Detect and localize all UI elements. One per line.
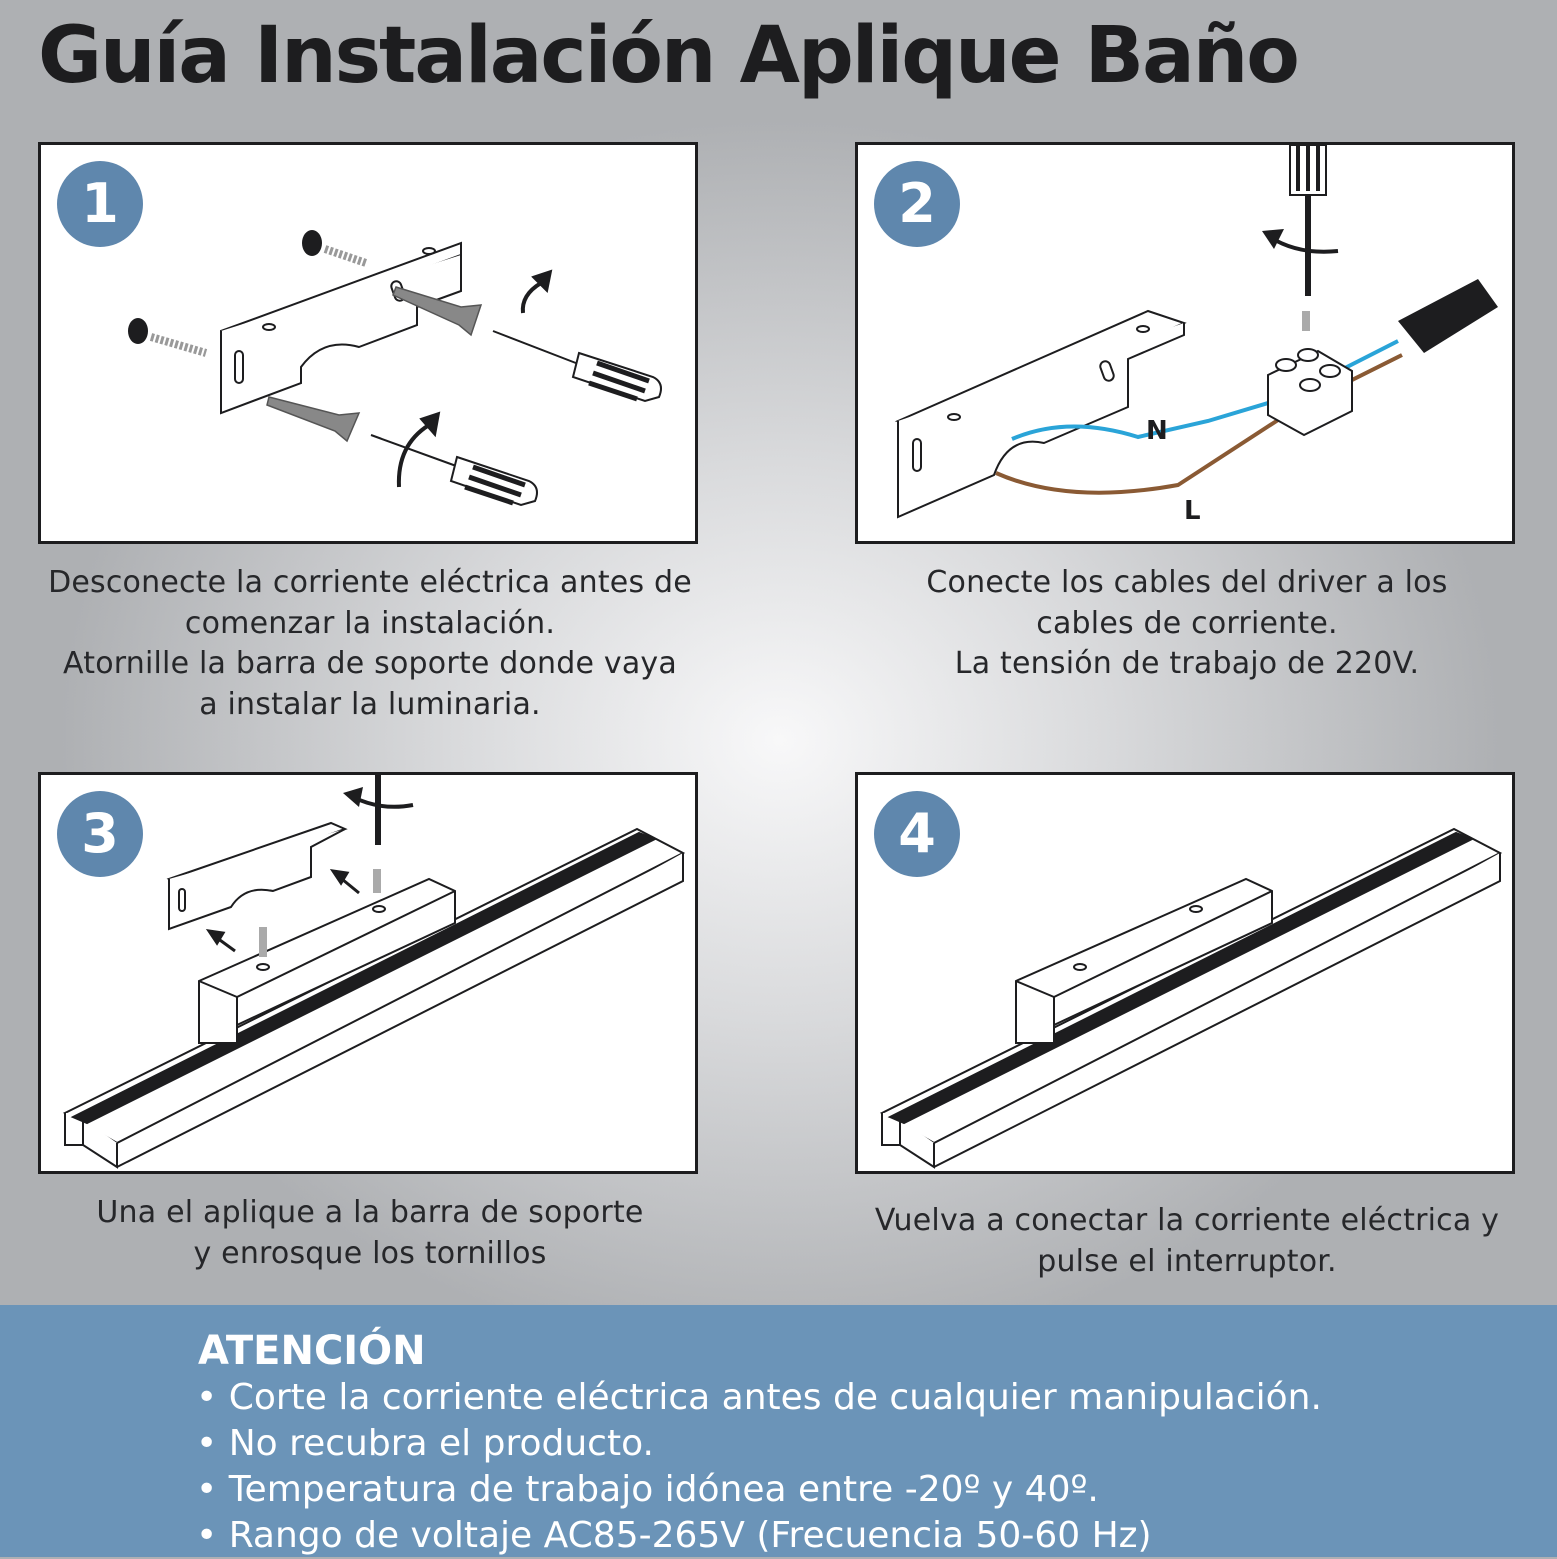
step-1-badge: 1 bbox=[57, 161, 143, 247]
attention-box bbox=[0, 1305, 1557, 1557]
attention-item: • Temperatura de trabajo idónea entre -20º y 40º. bbox=[196, 1467, 1322, 1513]
step-3-badge: 3 bbox=[57, 791, 143, 877]
step-2-caption-line: La tensión de trabajo de 220V. bbox=[954, 646, 1420, 681]
step-4-caption bbox=[827, 1201, 1547, 1282]
attention-title: ATENCIÓN bbox=[198, 1328, 426, 1374]
step-4-panel bbox=[855, 772, 1515, 1174]
step-1-caption-line: Desconecte la corriente eléctrica antes de bbox=[48, 565, 692, 600]
step-2-caption bbox=[837, 563, 1537, 685]
step-1-caption-line: comenzar la instalación. bbox=[184, 605, 556, 641]
step-4-caption-line: Vuelva a conectar la corriente eléctrica y bbox=[874, 1203, 1500, 1238]
attention-item: • No recubra el producto. bbox=[196, 1421, 1322, 1467]
step-3-panel bbox=[38, 772, 698, 1174]
step-3-caption-line: Una el aplique a la barra de soporte bbox=[96, 1195, 644, 1230]
step-1-caption-line: Atornille la barra de soporte donde vaya bbox=[63, 646, 677, 681]
step-2-caption-line: Conecte los cables del driver a los bbox=[926, 565, 1448, 600]
attention-item: • Rango de voltaje AC85-265V (Frecuencia 50-60 Hz) bbox=[196, 1513, 1322, 1559]
neutral-wire-label: N bbox=[1146, 416, 1168, 446]
step-2-badge: 2 bbox=[874, 161, 960, 247]
page-title: Guía Instalación Aplique Baño bbox=[38, 11, 1298, 101]
step-3-caption-line: y enrosque los tornillos bbox=[193, 1235, 547, 1271]
step-1-panel bbox=[38, 142, 698, 544]
step-2-panel bbox=[855, 142, 1515, 544]
step-3-caption bbox=[20, 1193, 720, 1274]
step-1-caption bbox=[0, 563, 740, 725]
attention-list bbox=[196, 1375, 1322, 1559]
step-2-caption-line: cables de corriente. bbox=[1036, 605, 1338, 641]
attention-item: • Corte la corriente eléctrica antes de cualquier manipulación. bbox=[196, 1375, 1322, 1421]
live-wire-label: L bbox=[1184, 496, 1201, 526]
step-4-caption-line: pulse el interruptor. bbox=[1037, 1243, 1337, 1279]
step-4-badge: 4 bbox=[874, 791, 960, 877]
step-1-caption-line: a instalar la luminaria. bbox=[199, 686, 541, 722]
